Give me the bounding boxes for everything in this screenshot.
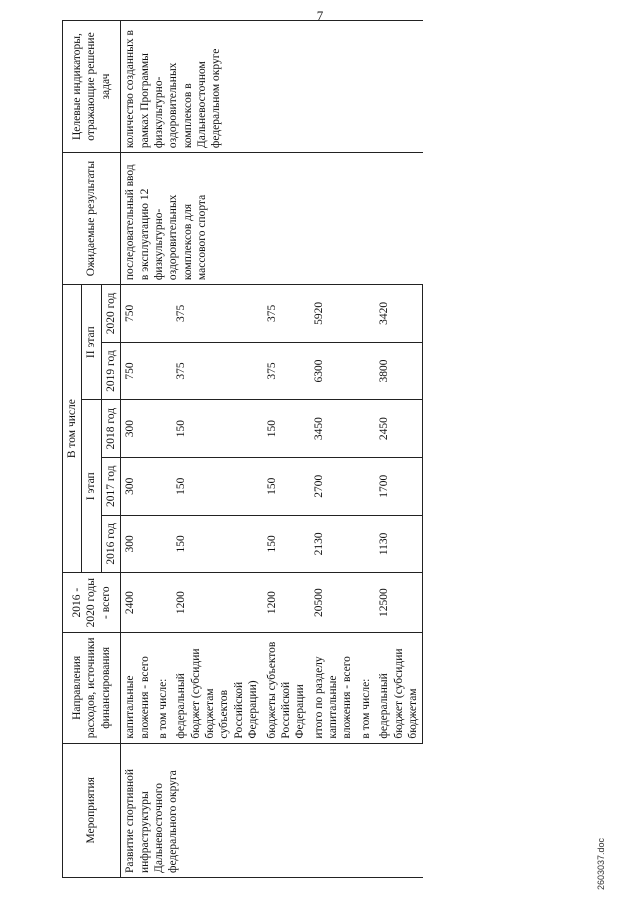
y2018-cell: 150: [172, 400, 262, 458]
y2017-cell: 300: [121, 457, 154, 515]
page-number: 7: [316, 8, 324, 23]
header-year-2017: 2017 год: [101, 457, 120, 515]
y2018-cell: 300: [121, 400, 154, 458]
direction-cell: в том числе:: [357, 633, 375, 743]
rotated-table-container: [62, 20, 628, 878]
y2017-cell: [357, 457, 375, 515]
direction-cell: федеральный бюджет (субсидии бюджетам: [375, 633, 423, 743]
activity-cell: Развитие спортивной инфраструктуры Дальневосточного федерального округа: [121, 743, 423, 877]
total-cell: 1200: [263, 573, 310, 633]
header-results: Ожидаемые результаты: [63, 153, 121, 285]
total-cell: 1200: [172, 573, 262, 633]
header-activities: Мероприятия: [63, 743, 121, 877]
y2019-cell: [154, 342, 172, 400]
y2018-cell: 2450: [375, 400, 423, 458]
table-row: [121, 21, 154, 878]
direction-cell: итого по разделу капитальные вложения - всего: [310, 633, 357, 743]
y2017-cell: 1700: [375, 457, 423, 515]
header-year-2019: 2019 год: [101, 342, 120, 400]
y2020-cell: [357, 285, 375, 343]
total-cell: 12500: [375, 573, 423, 633]
header-year-2016: 2016 год: [101, 515, 120, 573]
y2017-cell: 150: [263, 457, 310, 515]
header-total: 2016 - 2020 годы - всего: [63, 573, 121, 633]
y2019-cell: 375: [263, 342, 310, 400]
y2020-cell: 5920: [310, 285, 357, 343]
header-in-total: В том числе: [63, 285, 82, 573]
y2016-cell: 300: [121, 515, 154, 573]
y2020-cell: 750: [121, 285, 154, 343]
total-cell: 20500: [310, 573, 357, 633]
header-directions: Направления расходов, источники финансирования: [63, 633, 121, 743]
y2017-cell: [154, 457, 172, 515]
y2019-cell: 3800: [375, 342, 423, 400]
program-table: [62, 20, 423, 878]
y2020-cell: [154, 285, 172, 343]
header-indicators: Целевые индикаторы, отражающие решение задач: [63, 21, 121, 153]
header-stage-1: I этап: [82, 400, 101, 573]
total-cell: [154, 573, 172, 633]
y2017-cell: 2700: [310, 457, 357, 515]
total-cell: 2400: [121, 573, 154, 633]
y2020-cell: 3420: [375, 285, 423, 343]
direction-cell: в том числе:: [154, 633, 172, 743]
y2019-cell: 6300: [310, 342, 357, 400]
y2018-cell: [357, 400, 375, 458]
header-year-2020: 2020 год: [101, 285, 120, 343]
y2016-cell: [154, 515, 172, 573]
direction-cell: федеральный бюджет (субсидии бюджетам субъектов Российской Федерации): [172, 633, 262, 743]
y2019-cell: 750: [121, 342, 154, 400]
y2018-cell: 3450: [310, 400, 357, 458]
total-cell: [357, 573, 375, 633]
document-id: 2603037.doc: [596, 837, 606, 890]
y2019-cell: [357, 342, 375, 400]
y2018-cell: [154, 400, 172, 458]
y2020-cell: 375: [172, 285, 262, 343]
results-cell: последовательный ввод в эксплуатацию 12 физкультурно-оздоровительных комплексов для массового спорта: [121, 153, 423, 285]
y2016-cell: 2130: [310, 515, 357, 573]
indicators-cell: количество созданных в рамках Программы физкультурно-оздоровительных комплексов в Дальневосточном федеральном округе: [121, 21, 423, 153]
header-stage-2: II этап: [82, 285, 101, 400]
y2018-cell: 150: [263, 400, 310, 458]
y2019-cell: 375: [172, 342, 262, 400]
y2016-cell: 1130: [375, 515, 423, 573]
y2016-cell: 150: [172, 515, 262, 573]
y2020-cell: 375: [263, 285, 310, 343]
y2016-cell: [357, 515, 375, 573]
y2016-cell: 150: [263, 515, 310, 573]
direction-cell: бюджеты субъектов Российской Федерации: [263, 633, 310, 743]
direction-cell: капитальные вложения - всего: [121, 633, 154, 743]
header-year-2018: 2018 год: [101, 400, 120, 458]
y2017-cell: 150: [172, 457, 262, 515]
